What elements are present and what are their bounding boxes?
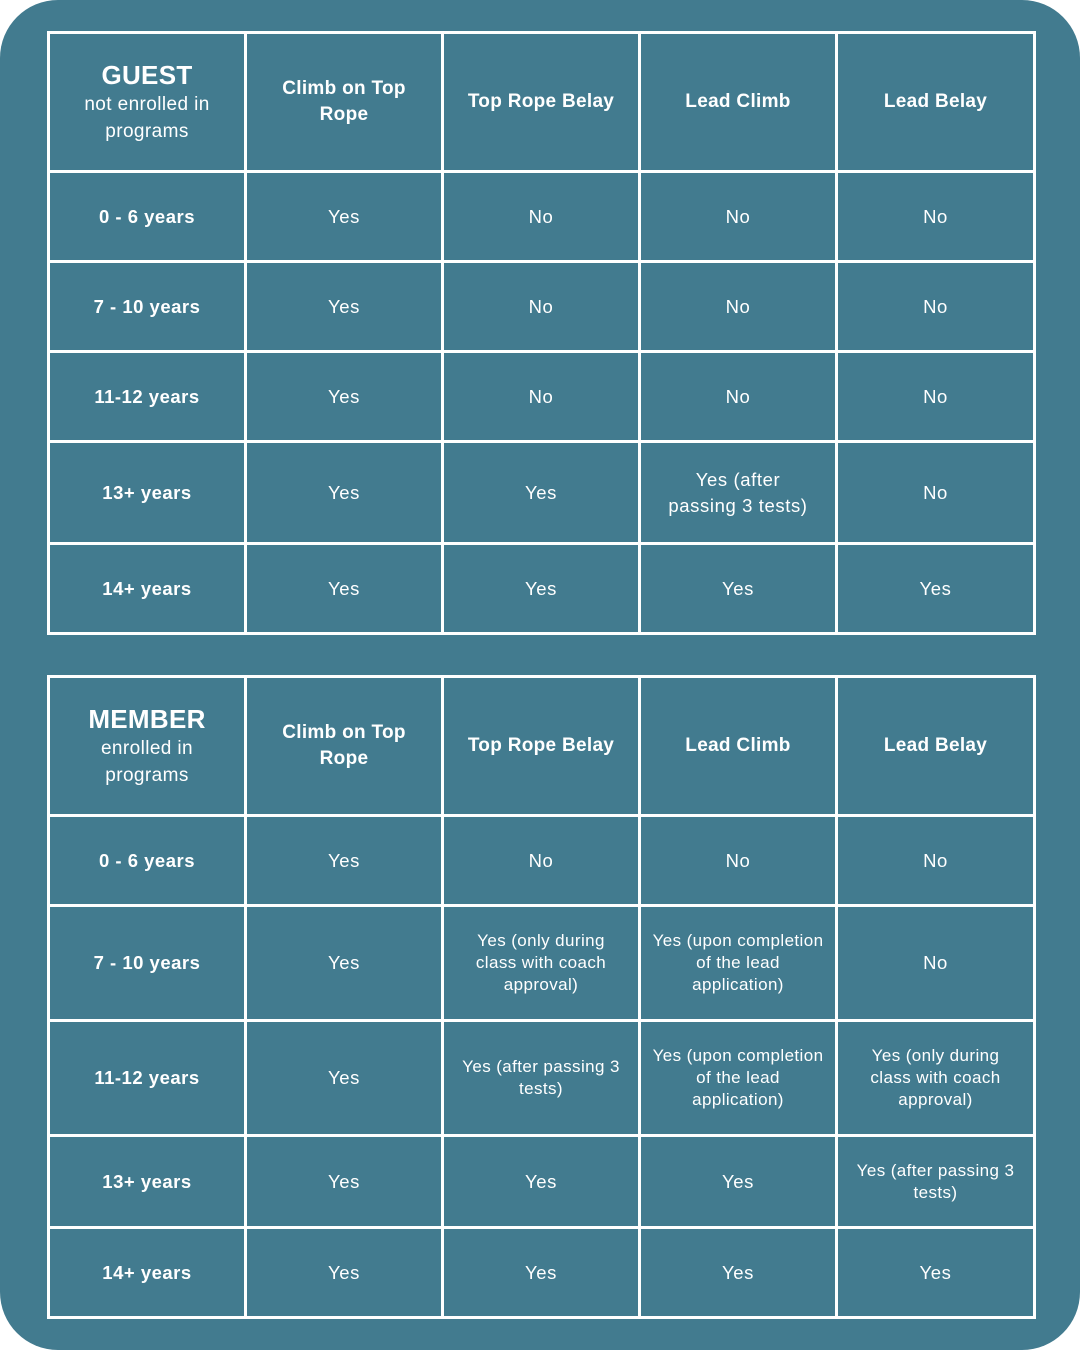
table-cell: No [640,172,837,262]
table-row [49,1228,1035,1318]
table-cell: Yes [443,544,640,634]
table-cell: Yes [246,544,443,634]
column-header-lead-climb: Lead Climb [640,33,837,172]
table-cell: Yes [246,1021,443,1136]
row-header: 13+ years [49,442,246,544]
table-cell: No [837,172,1035,262]
table-cell: No [443,816,640,906]
table-cell: Yes [246,442,443,544]
member-subtitle: enrolled in programs [100,738,194,786]
table-cell: Yes [837,1228,1035,1318]
table-cell: Yes [640,1136,837,1228]
row-header: 14+ years [49,1228,246,1318]
table-cell: Yes [246,1136,443,1228]
table-cell: Yes (after passing 3 tests) [443,1021,640,1136]
table-row [49,262,1035,352]
table-cell: No [837,906,1035,1021]
guest-corner-cell [49,33,246,172]
column-header-lead-belay: Lead Belay [837,33,1035,172]
table-row [49,816,1035,906]
column-header-lead-belay: Lead Belay [837,677,1035,816]
table-cell: No [443,262,640,352]
row-header: 11-12 years [49,1021,246,1136]
member-corner-cell [49,677,246,816]
row-header: 7 - 10 years [49,262,246,352]
guest-permissions-table [47,31,1036,635]
member-title: MEMBER [88,704,206,734]
table-cell: Yes [443,442,640,544]
row-header: 14+ years [49,544,246,634]
table-row [49,1136,1035,1228]
table-cell: No [443,172,640,262]
table-cell: Yes [443,1136,640,1228]
column-header-top-rope-belay: Top Rope Belay [443,33,640,172]
table-cell: No [640,816,837,906]
table-cell: No [837,442,1035,544]
table-cell: No [837,262,1035,352]
table-row [49,352,1035,442]
table-cell: No [443,352,640,442]
table-cell: Yes [837,544,1035,634]
row-header: 13+ years [49,1136,246,1228]
column-header-lead-climb: Lead Climb [640,677,837,816]
table-cell: Yes [246,816,443,906]
table-row [49,172,1035,262]
table-cell: Yes [246,906,443,1021]
table-cell: No [640,352,837,442]
table-cell: No [837,816,1035,906]
row-header: 0 - 6 years [49,816,246,906]
table-cell: Yes [246,262,443,352]
column-header-top-rope-belay: Top Rope Belay [443,677,640,816]
table-cell: Yes [246,172,443,262]
table-cell: Yes (after passing 3 tests) [640,442,837,544]
row-header: 7 - 10 years [49,906,246,1021]
table-cell: Yes [443,1228,640,1318]
guest-subtitle: not enrolled in programs [84,94,210,142]
table-row [49,544,1035,634]
table-row [49,1021,1035,1136]
table-row [49,442,1035,544]
table-header-row [49,33,1035,172]
column-header-climb-top-rope: Climb on Top Rope [246,677,443,816]
table-cell: No [837,352,1035,442]
table-header-row [49,677,1035,816]
table-row [49,906,1035,1021]
row-header: 0 - 6 years [49,172,246,262]
table-cell: Yes (only during class with coach approval) [443,906,640,1021]
table-cell: No [640,262,837,352]
table-cell: Yes (after passing 3 tests) [837,1136,1035,1228]
table-cell: Yes [246,352,443,442]
column-header-climb-top-rope: Climb on Top Rope [246,33,443,172]
table-cell: Yes (upon completion of the lead application) [640,1021,837,1136]
row-header: 11-12 years [49,352,246,442]
guest-title: GUEST [101,60,193,90]
table-cell: Yes (upon completion of the lead application) [640,906,837,1021]
member-permissions-table [47,675,1036,1319]
table-cell: Yes [640,1228,837,1318]
table-cell: Yes [640,544,837,634]
table-cell: Yes [246,1228,443,1318]
table-cell: Yes (only during class with coach approval) [837,1021,1035,1136]
